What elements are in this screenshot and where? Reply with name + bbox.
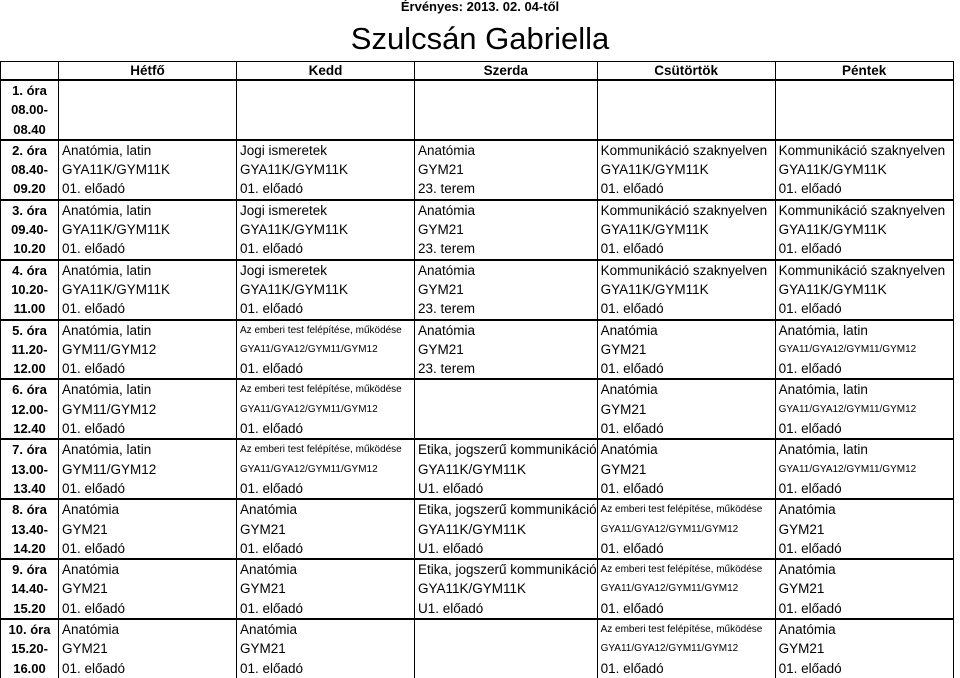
period-row bbox=[1, 340, 954, 359]
cell-wednesday-subject: Anatómia bbox=[415, 140, 598, 160]
cell-friday-subject: Anatómia bbox=[775, 559, 953, 579]
cell-thursday-room: 01. előadó bbox=[597, 359, 775, 379]
cell-tuesday-room: 01. előadó bbox=[237, 419, 415, 439]
period-row bbox=[1, 659, 954, 678]
period-row bbox=[1, 359, 954, 379]
cell-wednesday-subject: Anatómia bbox=[415, 200, 598, 220]
cell-thursday-room: 01. előadó bbox=[597, 539, 775, 559]
cell-thursday-room: 01. előadó bbox=[597, 239, 775, 259]
period-row bbox=[1, 220, 954, 239]
cell-monday-class-group: GYM11/GYM12 bbox=[59, 460, 237, 479]
cell-thursday-subject: Anatómia bbox=[597, 320, 775, 340]
cell-friday-class-group: GYA11/GYA12/GYM11/GYM12 bbox=[775, 400, 953, 419]
period-row bbox=[1, 260, 954, 280]
cell-friday-class-group bbox=[775, 100, 953, 119]
day-header-wednesday: Szerda bbox=[415, 62, 598, 81]
cell-tuesday-room: 01. előadó bbox=[237, 239, 415, 259]
period-time: 15.20 bbox=[1, 599, 59, 619]
cell-wednesday-subject: Anatómia bbox=[415, 320, 598, 340]
cell-friday-subject: Anatómia bbox=[775, 499, 953, 519]
cell-wednesday-class-group: GYM21 bbox=[415, 220, 598, 239]
cell-wednesday-class-group bbox=[415, 639, 598, 658]
period-row bbox=[1, 299, 954, 319]
teacher-name: Szulcsán Gabriella bbox=[350, 21, 610, 56]
period-time: 08.40 bbox=[1, 120, 59, 140]
period-row bbox=[1, 419, 954, 439]
cell-friday-room: 01. előadó bbox=[775, 479, 953, 499]
cell-thursday-class-group: GYA11/GYA12/GYM11/GYM12 bbox=[597, 639, 775, 658]
cell-tuesday-class-group: GYA11K/GYM11K bbox=[237, 160, 415, 179]
cell-tuesday-room: 01. előadó bbox=[237, 359, 415, 379]
cell-thursday-class-group: GYA11/GYA12/GYM11/GYM12 bbox=[597, 579, 775, 598]
cell-thursday-subject bbox=[597, 80, 775, 100]
cell-friday-class-group: GYM21 bbox=[775, 579, 953, 598]
cell-monday-room: 01. előadó bbox=[59, 659, 237, 678]
period-time: 15.20- bbox=[1, 639, 59, 658]
cell-monday-class-group: GYM21 bbox=[59, 579, 237, 598]
period-row bbox=[1, 559, 954, 579]
period-row bbox=[1, 179, 954, 199]
cell-tuesday-class-group: GYM21 bbox=[237, 639, 415, 658]
cell-thursday-subject: Anatómia bbox=[597, 379, 775, 399]
cell-wednesday-subject bbox=[415, 80, 598, 100]
cell-thursday-room: 01. előadó bbox=[597, 659, 775, 678]
cell-monday-room: 01. előadó bbox=[59, 179, 237, 199]
cell-wednesday-room: U1. előadó bbox=[415, 479, 598, 499]
cell-friday-class-group: GYM21 bbox=[775, 639, 953, 658]
cell-friday-class-group: GYA11K/GYM11K bbox=[775, 160, 953, 179]
cell-friday-room: 01. előadó bbox=[775, 539, 953, 559]
period-row bbox=[1, 479, 954, 499]
cell-friday-subject bbox=[775, 80, 953, 100]
period-label: 5. óra bbox=[1, 320, 59, 340]
cell-tuesday-class-group: GYA11K/GYM11K bbox=[237, 280, 415, 299]
cell-monday-subject: Anatómia, latin bbox=[59, 140, 237, 160]
cell-monday-subject bbox=[59, 80, 237, 100]
cell-friday-class-group: GYA11/GYA12/GYM11/GYM12 bbox=[775, 340, 953, 359]
cell-wednesday-class-group: GYM21 bbox=[415, 340, 598, 359]
cell-tuesday-subject: Anatómia bbox=[237, 559, 415, 579]
cell-monday-subject: Anatómia, latin bbox=[59, 200, 237, 220]
period-row bbox=[1, 539, 954, 559]
cell-monday-room: 01. előadó bbox=[59, 419, 237, 439]
period-row bbox=[1, 200, 954, 220]
day-header-monday: Hétfő bbox=[59, 62, 237, 81]
cell-friday-room bbox=[775, 120, 953, 140]
period-row bbox=[1, 120, 954, 140]
period-label: 4. óra bbox=[1, 260, 59, 280]
cell-friday-class-group: GYA11/GYA12/GYM11/GYM12 bbox=[775, 460, 953, 479]
cell-thursday-subject: Kommunikáció szaknyelven bbox=[597, 260, 775, 280]
period-time: 12.00- bbox=[1, 400, 59, 419]
period-time: 14.20 bbox=[1, 539, 59, 559]
cell-friday-room: 01. előadó bbox=[775, 659, 953, 678]
validity-note: Érvényes: 2013. 02. 04-től bbox=[400, 0, 560, 14]
cell-friday-class-group: GYA11K/GYM11K bbox=[775, 280, 953, 299]
cell-friday-subject: Anatómia, latin bbox=[775, 320, 953, 340]
cell-thursday-subject: Az emberi test felépítése, működése bbox=[597, 619, 775, 639]
cell-friday-room: 01. előadó bbox=[775, 599, 953, 619]
cell-wednesday-room: 23. terem bbox=[415, 179, 598, 199]
period-label: 9. óra bbox=[1, 559, 59, 579]
cell-tuesday-subject: Jogi ismeretek bbox=[237, 140, 415, 160]
period-label: 6. óra bbox=[1, 379, 59, 399]
cell-monday-subject: Anatómia, latin bbox=[59, 320, 237, 340]
cell-wednesday-class-group: GYA11K/GYM11K bbox=[415, 460, 598, 479]
cell-wednesday-class-group: GYA11K/GYM11K bbox=[415, 520, 598, 539]
cell-tuesday-room: 01. előadó bbox=[237, 599, 415, 619]
cell-wednesday-room: 23. terem bbox=[415, 299, 598, 319]
period-row bbox=[1, 439, 954, 459]
cell-wednesday-room bbox=[415, 120, 598, 140]
cell-tuesday-subject: Az emberi test felépítése, működése bbox=[237, 439, 415, 459]
cell-wednesday-subject: Etika, jogszerű kommunikáció bbox=[415, 559, 598, 579]
cell-tuesday-room: 01. előadó bbox=[237, 659, 415, 678]
cell-wednesday-room bbox=[415, 419, 598, 439]
cell-friday-subject: Anatómia, latin bbox=[775, 439, 953, 459]
period-row bbox=[1, 280, 954, 299]
cell-wednesday-subject: Etika, jogszerű kommunikáció bbox=[415, 499, 598, 519]
period-label: 8. óra bbox=[1, 499, 59, 519]
period-time: 10.20- bbox=[1, 280, 59, 299]
cell-friday-subject: Kommunikáció szaknyelven bbox=[775, 260, 953, 280]
cell-tuesday-subject: Anatómia bbox=[237, 619, 415, 639]
cell-friday-class-group: GYA11K/GYM11K bbox=[775, 220, 953, 239]
cell-tuesday-subject: Anatómia bbox=[237, 499, 415, 519]
period-label: 3. óra bbox=[1, 200, 59, 220]
period-time: 14.40- bbox=[1, 579, 59, 598]
cell-monday-class-group: GYM11/GYM12 bbox=[59, 340, 237, 359]
cell-monday-room: 01. előadó bbox=[59, 239, 237, 259]
period-time: 11.20- bbox=[1, 340, 59, 359]
cell-wednesday-subject: Etika, jogszerű kommunikáció bbox=[415, 439, 598, 459]
day-header-tuesday: Kedd bbox=[237, 62, 415, 81]
cell-thursday-class-group bbox=[597, 100, 775, 119]
period-time: 09.20 bbox=[1, 179, 59, 199]
timetable bbox=[0, 61, 954, 678]
cell-friday-subject: Kommunikáció szaknyelven bbox=[775, 140, 953, 160]
cell-monday-class-group: GYA11K/GYM11K bbox=[59, 280, 237, 299]
period-row bbox=[1, 499, 954, 519]
period-time: 13.40- bbox=[1, 520, 59, 539]
period-time: 08.00- bbox=[1, 100, 59, 119]
period-row bbox=[1, 100, 954, 119]
cell-tuesday-class-group: GYA11/GYA12/GYM11/GYM12 bbox=[237, 340, 415, 359]
cell-friday-class-group: GYM21 bbox=[775, 520, 953, 539]
cell-monday-room: 01. előadó bbox=[59, 299, 237, 319]
period-time: 12.00 bbox=[1, 359, 59, 379]
period-label: 1. óra bbox=[1, 80, 59, 100]
cell-tuesday-subject bbox=[237, 80, 415, 100]
cell-wednesday-subject bbox=[415, 379, 598, 399]
period-row bbox=[1, 239, 954, 259]
period-label: 2. óra bbox=[1, 140, 59, 160]
cell-monday-class-group bbox=[59, 100, 237, 119]
cell-thursday-subject: Kommunikáció szaknyelven bbox=[597, 200, 775, 220]
cell-tuesday-room: 01. előadó bbox=[237, 299, 415, 319]
period-row bbox=[1, 460, 954, 479]
period-label: 10. óra bbox=[1, 619, 59, 639]
timetable-body bbox=[1, 80, 954, 678]
day-header-row bbox=[1, 62, 954, 81]
period-time: 13.00- bbox=[1, 460, 59, 479]
cell-friday-room: 01. előadó bbox=[775, 179, 953, 199]
period-time: 11.00 bbox=[1, 299, 59, 319]
cell-tuesday-subject: Jogi ismeretek bbox=[237, 260, 415, 280]
cell-monday-class-group: GYA11K/GYM11K bbox=[59, 160, 237, 179]
cell-monday-room: 01. előadó bbox=[59, 359, 237, 379]
period-time: 08.40- bbox=[1, 160, 59, 179]
cell-thursday-class-group: GYA11K/GYM11K bbox=[597, 160, 775, 179]
cell-tuesday-room: 01. előadó bbox=[237, 539, 415, 559]
cell-thursday-subject: Kommunikáció szaknyelven bbox=[597, 140, 775, 160]
cell-monday-class-group: GYM21 bbox=[59, 639, 237, 658]
cell-friday-subject: Anatómia bbox=[775, 619, 953, 639]
cell-monday-room bbox=[59, 120, 237, 140]
cell-thursday-class-group: GYA11K/GYM11K bbox=[597, 280, 775, 299]
period-label: 7. óra bbox=[1, 439, 59, 459]
cell-wednesday-subject bbox=[415, 619, 598, 639]
period-row bbox=[1, 579, 954, 598]
cell-wednesday-class-group: GYM21 bbox=[415, 160, 598, 179]
cell-thursday-subject: Az emberi test felépítése, működése bbox=[597, 559, 775, 579]
period-row bbox=[1, 619, 954, 639]
period-row bbox=[1, 80, 954, 100]
cell-wednesday-room: U1. előadó bbox=[415, 599, 598, 619]
period-time: 16.00 bbox=[1, 659, 59, 678]
cell-monday-subject: Anatómia bbox=[59, 619, 237, 639]
cell-thursday-class-group: GYM21 bbox=[597, 400, 775, 419]
cell-monday-subject: Anatómia bbox=[59, 559, 237, 579]
cell-thursday-subject: Anatómia bbox=[597, 439, 775, 459]
period-row bbox=[1, 160, 954, 179]
cell-monday-class-group: GYM11/GYM12 bbox=[59, 400, 237, 419]
period-row bbox=[1, 400, 954, 419]
cell-wednesday-class-group: GYA11K/GYM11K bbox=[415, 579, 598, 598]
cell-thursday-room: 01. előadó bbox=[597, 479, 775, 499]
cell-friday-room: 01. előadó bbox=[775, 419, 953, 439]
cell-tuesday-class-group: GYA11K/GYM11K bbox=[237, 220, 415, 239]
cell-tuesday-class-group bbox=[237, 100, 415, 119]
cell-thursday-room bbox=[597, 120, 775, 140]
cell-tuesday-room bbox=[237, 120, 415, 140]
period-row bbox=[1, 140, 954, 160]
cell-tuesday-subject: Jogi ismeretek bbox=[237, 200, 415, 220]
cell-thursday-room: 01. előadó bbox=[597, 299, 775, 319]
cell-friday-room: 01. előadó bbox=[775, 239, 953, 259]
cell-tuesday-subject: Az emberi test felépítése, működése bbox=[237, 379, 415, 399]
cell-thursday-class-group: GYM21 bbox=[597, 340, 775, 359]
cell-wednesday-room bbox=[415, 659, 598, 678]
cell-monday-class-group: GYA11K/GYM11K bbox=[59, 220, 237, 239]
cell-monday-room: 01. előadó bbox=[59, 539, 237, 559]
cell-tuesday-subject: Az emberi test felépítése, működése bbox=[237, 320, 415, 340]
cell-tuesday-class-group: GYM21 bbox=[237, 579, 415, 598]
cell-thursday-subject: Az emberi test felépítése, működése bbox=[597, 499, 775, 519]
cell-thursday-room: 01. előadó bbox=[597, 599, 775, 619]
period-time: 13.40 bbox=[1, 479, 59, 499]
cell-wednesday-subject: Anatómia bbox=[415, 260, 598, 280]
cell-friday-subject: Kommunikáció szaknyelven bbox=[775, 200, 953, 220]
cell-thursday-room: 01. előadó bbox=[597, 419, 775, 439]
cell-thursday-class-group: GYM21 bbox=[597, 460, 775, 479]
cell-tuesday-class-group: GYA11/GYA12/GYM11/GYM12 bbox=[237, 460, 415, 479]
cell-tuesday-room: 01. előadó bbox=[237, 479, 415, 499]
cell-friday-room: 01. előadó bbox=[775, 299, 953, 319]
cell-wednesday-room: 23. terem bbox=[415, 359, 598, 379]
day-header-thursday: Csütörtök bbox=[597, 62, 775, 81]
cell-tuesday-room: 01. előadó bbox=[237, 179, 415, 199]
period-row bbox=[1, 639, 954, 658]
period-row bbox=[1, 320, 954, 340]
cell-friday-subject: Anatómia, latin bbox=[775, 379, 953, 399]
cell-wednesday-class-group: GYM21 bbox=[415, 280, 598, 299]
day-header-friday: Péntek bbox=[775, 62, 953, 81]
cell-thursday-class-group: GYA11/GYA12/GYM11/GYM12 bbox=[597, 520, 775, 539]
cell-wednesday-class-group bbox=[415, 100, 598, 119]
period-row bbox=[1, 379, 954, 399]
cell-monday-subject: Anatómia, latin bbox=[59, 379, 237, 399]
cell-monday-subject: Anatómia, latin bbox=[59, 439, 237, 459]
period-time: 12.40 bbox=[1, 419, 59, 439]
cell-thursday-room: 01. előadó bbox=[597, 179, 775, 199]
cell-tuesday-class-group: GYA11/GYA12/GYM11/GYM12 bbox=[237, 400, 415, 419]
cell-friday-room: 01. előadó bbox=[775, 359, 953, 379]
period-row bbox=[1, 520, 954, 539]
cell-monday-room: 01. előadó bbox=[59, 599, 237, 619]
cell-tuesday-class-group: GYM21 bbox=[237, 520, 415, 539]
cell-monday-class-group: GYM21 bbox=[59, 520, 237, 539]
period-time: 10.20 bbox=[1, 239, 59, 259]
cell-thursday-class-group: GYA11K/GYM11K bbox=[597, 220, 775, 239]
period-row bbox=[1, 599, 954, 619]
cell-monday-subject: Anatómia bbox=[59, 499, 237, 519]
period-time: 09.40- bbox=[1, 220, 59, 239]
cell-wednesday-class-group bbox=[415, 400, 598, 419]
cell-monday-subject: Anatómia, latin bbox=[59, 260, 237, 280]
cell-wednesday-room: U1. előadó bbox=[415, 539, 598, 559]
cell-wednesday-room: 23. terem bbox=[415, 239, 598, 259]
corner-cell bbox=[1, 62, 59, 81]
cell-monday-room: 01. előadó bbox=[59, 479, 237, 499]
